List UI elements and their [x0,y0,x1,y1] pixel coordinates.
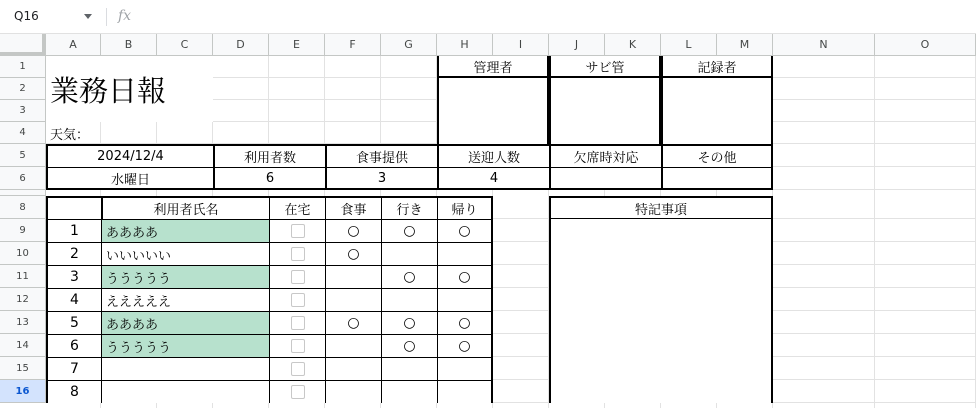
row-header-4[interactable]: 4 [0,122,46,144]
column-header-c[interactable]: C [157,34,213,56]
summary-header-5[interactable]: その他 [661,144,773,167]
cell-reference: Q16 [14,9,39,23]
column-header-g[interactable]: G [381,34,437,56]
roster-number[interactable]: 5 [46,311,101,334]
roster-number[interactable]: 6 [46,334,101,357]
roster-name[interactable]: ううううう [101,334,269,357]
dropoff-mark[interactable] [437,380,493,403]
approval-stamp-box-1[interactable] [437,78,549,144]
row-header-9[interactable]: 9 [0,219,46,242]
home-checkbox-cell[interactable] [269,242,325,265]
roster-number[interactable]: 1 [46,219,101,242]
roster-name[interactable] [101,380,269,403]
dropoff-mark[interactable]: ○ [437,265,493,288]
column-header-o[interactable]: O [875,34,976,56]
divider [106,8,107,26]
roster-name[interactable]: ああああ [101,219,269,242]
notes-header[interactable]: 特記事項 [549,196,773,219]
pickup-mark[interactable] [381,242,437,265]
roster-name-header[interactable]: 利用者氏名 [101,196,269,219]
summary-value-4[interactable] [549,167,661,190]
approval-stamp-box-2[interactable] [549,78,661,144]
pickup-mark[interactable] [381,357,437,380]
dropoff-mark[interactable] [437,288,493,311]
roster-name[interactable]: いいいいい [101,242,269,265]
roster-number[interactable]: 7 [46,357,101,380]
dropoff-mark[interactable] [437,357,493,380]
roster-header-5[interactable]: 帰り [437,196,493,219]
weather-label[interactable]: 天気： [50,127,90,143]
row-header-2[interactable]: 2 [0,78,46,100]
row-header-12[interactable]: 12 [0,288,46,311]
dropoff-mark[interactable] [437,242,493,265]
home-checkbox-cell[interactable] [269,380,325,403]
approval-header-1[interactable]: 管理者 [437,56,549,78]
summary-header-2[interactable]: 食事提供 [325,144,437,167]
dropoff-mark[interactable]: ○ [437,311,493,334]
summary-value-1[interactable]: 6 [213,167,325,190]
pickup-mark[interactable]: ○ [381,334,437,357]
summary-value-3[interactable]: 4 [437,167,549,190]
summary-header-3[interactable]: 送迎人数 [437,144,549,167]
roster-name[interactable]: ううううう [101,265,269,288]
summary-header-4[interactable]: 欠席時対応 [549,144,661,167]
column-header-f[interactable]: F [325,34,381,56]
column-header-a[interactable]: A [46,34,101,56]
select-all-corner[interactable] [0,34,46,56]
row-header-8[interactable]: 8 [0,196,46,219]
approval-header-3[interactable]: 記録者 [661,56,773,78]
chevron-down-icon[interactable] [84,14,92,19]
roster-name[interactable]: えええええ [101,288,269,311]
roster-number[interactable]: 2 [46,242,101,265]
report-title[interactable]: 業務日報 [46,56,213,122]
home-checkbox-cell[interactable] [269,334,325,357]
home-checkbox-cell[interactable] [269,288,325,311]
roster-number[interactable]: 8 [46,380,101,403]
column-header-l[interactable]: L [661,34,717,56]
checkbox[interactable] [291,362,305,376]
pickup-mark[interactable] [381,380,437,403]
column-header-h[interactable]: H [437,34,493,56]
checkbox[interactable] [291,385,305,399]
row-header-15[interactable]: 15 [0,357,46,380]
summary-header-1[interactable]: 利用者数 [213,144,325,167]
roster-number[interactable]: 3 [46,265,101,288]
hidden-row-indicator[interactable] [0,190,46,196]
summary-value-5[interactable] [661,167,773,190]
checkbox[interactable] [291,270,305,284]
meal-mark[interactable] [325,288,381,311]
row-header-6[interactable]: 6 [0,167,46,190]
notes-area[interactable] [549,219,773,403]
pickup-mark[interactable]: ○ [381,219,437,242]
meal-mark[interactable]: ○ [325,311,381,334]
checkbox[interactable] [291,316,305,330]
column-header-i[interactable]: I [493,34,549,56]
column-header-m[interactable]: M [717,34,773,56]
pickup-mark[interactable]: ○ [381,265,437,288]
column-header-k[interactable]: K [605,34,661,56]
summary-value-2[interactable]: 3 [325,167,437,190]
home-checkbox-cell[interactable] [269,357,325,380]
home-checkbox-cell[interactable] [269,311,325,334]
roster-number[interactable]: 4 [46,288,101,311]
roster-no-header[interactable] [46,196,101,219]
checkbox[interactable] [291,293,305,307]
pickup-mark[interactable]: ○ [381,311,437,334]
home-checkbox-cell[interactable] [269,219,325,242]
home-checkbox-cell[interactable] [269,265,325,288]
roster-header-3[interactable]: 食事 [325,196,381,219]
column-header-e[interactable]: E [269,34,325,56]
row-header-11[interactable]: 11 [0,265,46,288]
column-header-n[interactable]: N [773,34,875,56]
name-box[interactable] [0,0,104,34]
meal-mark[interactable]: ○ [325,219,381,242]
row-header-13[interactable]: 13 [0,311,46,334]
meal-mark[interactable] [325,334,381,357]
date-cell[interactable]: 2024/12/4 [46,144,213,167]
row-header-3[interactable]: 3 [0,100,46,122]
approval-header-2[interactable]: サビ管 [549,56,661,78]
row-header-5[interactable]: 5 [0,144,46,167]
meal-mark[interactable]: ○ [325,242,381,265]
row-header-1[interactable]: 1 [0,56,46,78]
roster-name[interactable]: ああああ [101,311,269,334]
roster-header-2[interactable]: 在宅 [269,196,325,219]
column-header-b[interactable]: B [101,34,157,56]
checkbox[interactable] [291,224,305,238]
weekday-cell[interactable]: 水曜日 [46,167,213,190]
meal-mark[interactable] [325,265,381,288]
row-header-14[interactable]: 14 [0,334,46,357]
roster-header-4[interactable]: 行き [381,196,437,219]
column-header-d[interactable]: D [213,34,269,56]
pickup-mark[interactable] [381,288,437,311]
approval-stamp-box-3[interactable] [661,78,773,144]
fx-icon: fx [118,8,132,24]
checkbox[interactable] [291,339,305,353]
roster-name[interactable] [101,357,269,380]
dropoff-mark[interactable]: ○ [437,219,493,242]
meal-mark[interactable] [325,380,381,403]
checkbox[interactable] [291,247,305,261]
dropoff-mark[interactable]: ○ [437,334,493,357]
formula-bar-area [0,0,976,34]
row-header-16[interactable]: 16 [0,380,46,403]
meal-mark[interactable] [325,357,381,380]
row-header-10[interactable]: 10 [0,242,46,265]
column-header-j[interactable]: J [549,34,605,56]
